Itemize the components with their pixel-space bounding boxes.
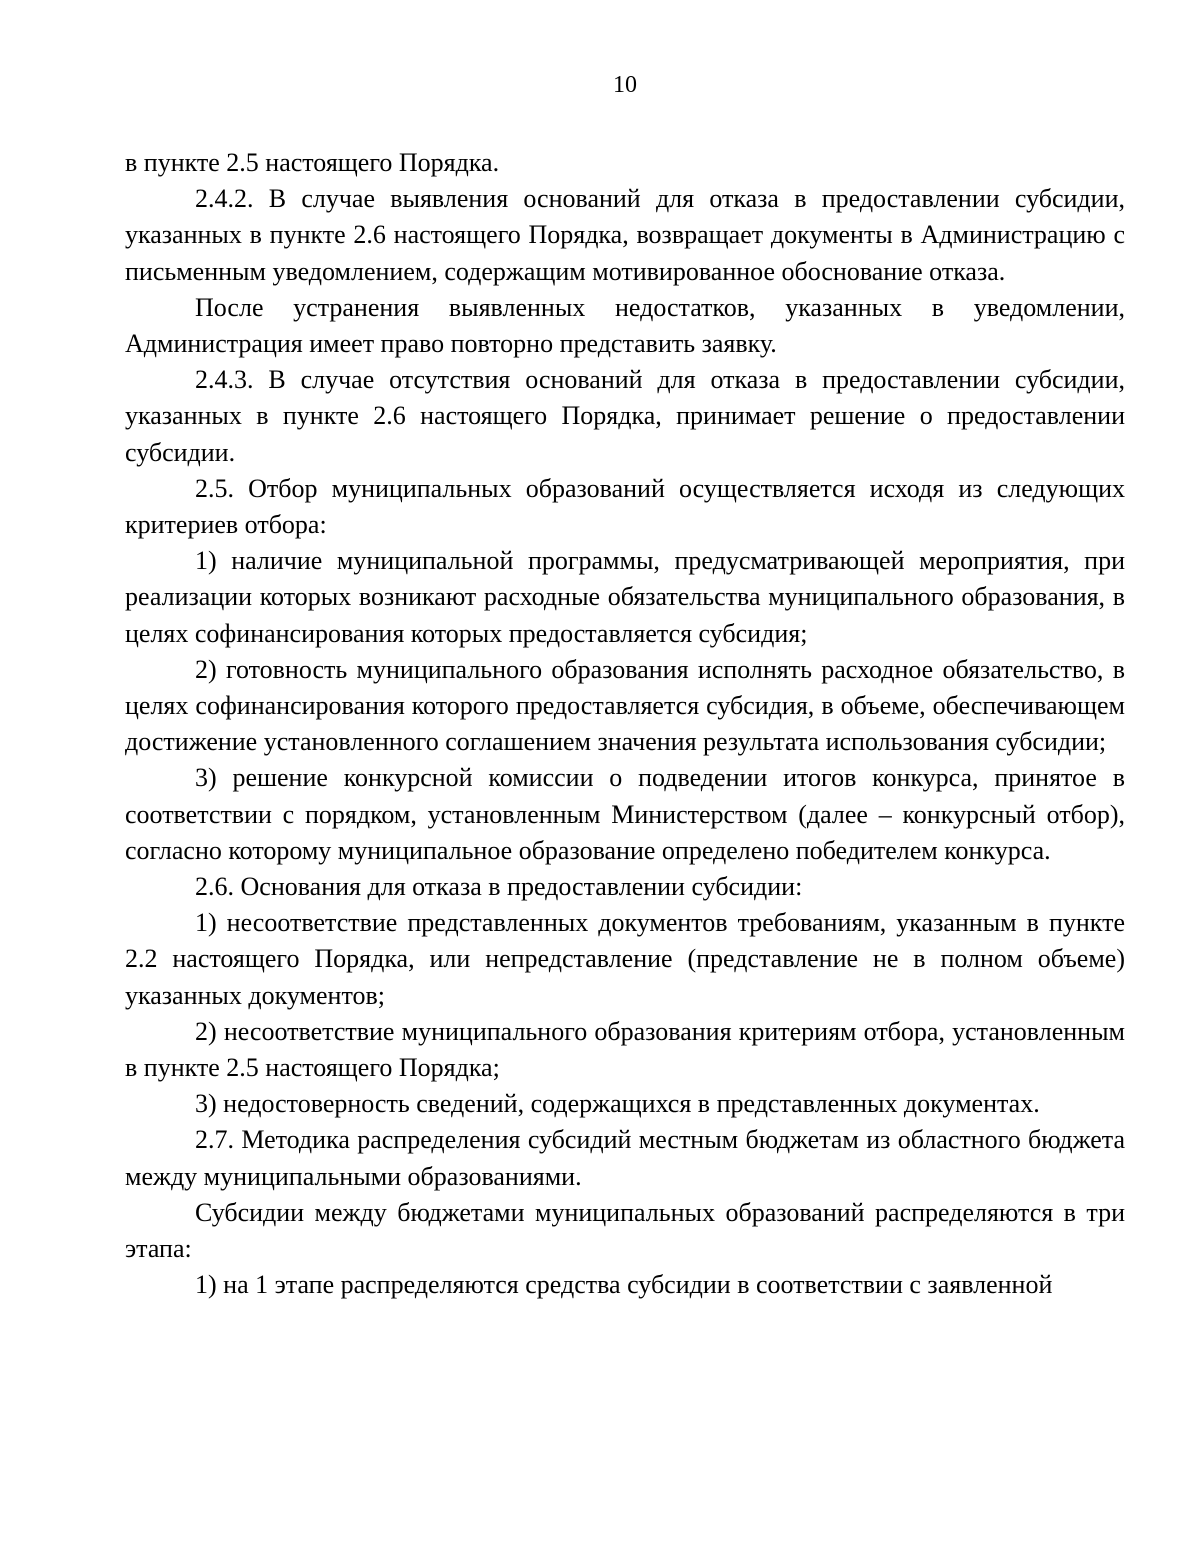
list-item: 2) готовность муниципального образования исполнять расходное обязательство, в целях софинансирования которого предоставляется субсидия, в объеме, обеспечивающем достижение установленного соглашением значения результата использования субсидии; xyxy=(125,654,1125,757)
paragraph: 2.7. Методика распределения субсидий местным бюджетам из областного бюджета между муниципальными образованиями. xyxy=(125,1125,1125,1191)
list-item: 3) недостоверность сведений, содержащихся в представленных документах. xyxy=(195,1089,1040,1119)
list-item: 1) несоответствие представленных документов требованиям, указанным в пункте 2.2 настоящего Порядка, или непредставление (представление не в полном объеме) указанных документов; xyxy=(125,908,1125,1010)
page-number: 10 xyxy=(613,72,637,98)
list-item: 2) несоответствие муниципального образования критериям отбора, установленным в пункте 2.5 настоящего Порядка; xyxy=(125,1016,1125,1083)
paragraph: в пункте 2.5 настоящего Порядка. xyxy=(125,148,500,177)
paragraph: Субсидии между бюджетами муниципальных образований распределяются в три этапа: xyxy=(125,1197,1125,1264)
paragraph: 2.5. Отбор муниципальных образований осуществляется исходя из следующих критериев отбора: xyxy=(125,473,1125,540)
paragraph: 2.6. Основания для отказа в предоставлении субсидии: xyxy=(195,872,803,902)
paragraph: 2.4.3. В случае отсутствия оснований для отказа в предоставлении субсидии, указанных в пункте 2.6 настоящего Порядка, принимает решение о предоставлении субсидии. xyxy=(125,365,1125,467)
paragraph: 2.4.2. В случае выявления оснований для отказа в предоставлении субсидии, указанных в пункте 2.6 настоящего Порядка, возвращает документы в Администрацию с письменным уведомлением, содержащим мотивированное обоснование отказа. xyxy=(125,184,1125,286)
document-body xyxy=(125,145,1125,1304)
paragraph: После устранения выявленных недостатков, указанных в уведомлении, Администрация имеет право повторно представить заявку. xyxy=(125,292,1125,359)
list-item: 1) на 1 этапе распределяются средства субсидии в соответствии с заявленной xyxy=(195,1270,1053,1300)
list-item: 1) наличие муниципальной программы, предусматривающей мероприятия, при реализации которых возникают расходные обязательства муниципального образования, в целях софинансирования которых предоставляется субсидия; xyxy=(125,546,1125,648)
list-item: 3) решение конкурсной комиссии о подведении итогов конкурса, принятое в соответствии с порядком, установленным Министерством (далее – конкурсный отбор), согласно которому муниципальное образование определено победителем конкурса. xyxy=(125,763,1125,865)
